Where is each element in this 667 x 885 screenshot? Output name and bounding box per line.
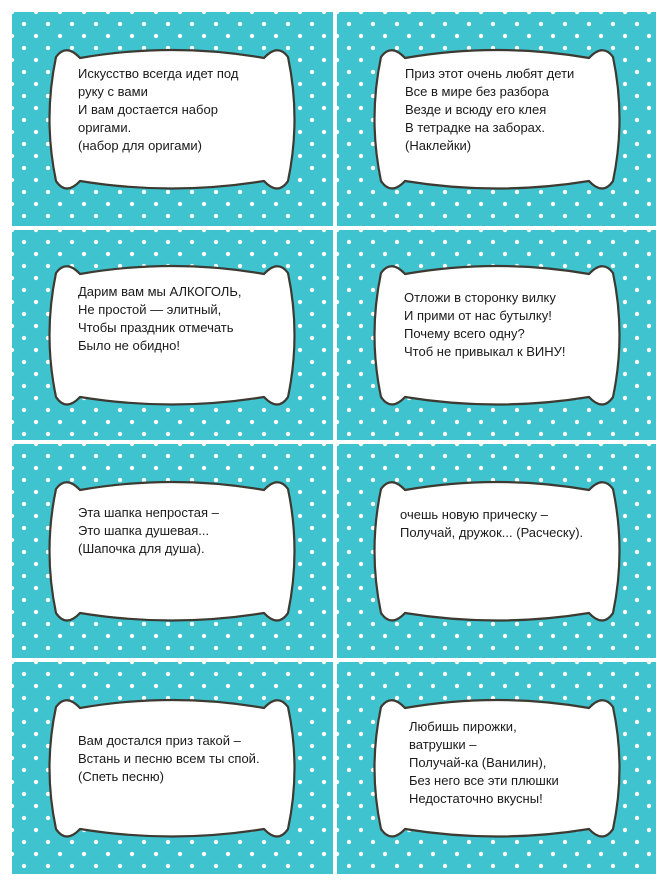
scalloped-frame bbox=[337, 444, 656, 658]
card-line: очешь новую прическу – bbox=[400, 507, 548, 522]
card-line: Отложи в сторонку вилку bbox=[404, 290, 556, 305]
gift-card-song bbox=[12, 662, 333, 874]
card-line: Вам достался приз такой – bbox=[78, 733, 241, 748]
card-line: Это шапка душевая... bbox=[78, 523, 210, 538]
gift-card-comb bbox=[337, 444, 656, 658]
card-line: Чтоб не привыкал к ВИНУ! bbox=[404, 344, 566, 359]
card-line: (Наклейки) bbox=[405, 138, 472, 153]
card-line: оригами. bbox=[78, 120, 132, 135]
gift-card-stickers bbox=[337, 12, 656, 226]
gift-card-vanillin bbox=[337, 662, 656, 874]
card-line: Не простой — элитный, bbox=[78, 302, 222, 317]
card-line: Дарим вам мы АЛКОГОЛЬ, bbox=[78, 284, 242, 299]
card-line: (Спеть песню) bbox=[78, 769, 164, 784]
card-line: руку с вами bbox=[78, 84, 148, 99]
card-line: Любишь пирожки, bbox=[409, 719, 517, 734]
card-line: Чтобы праздник отмечать bbox=[78, 320, 234, 335]
gift-card-origami bbox=[12, 12, 333, 226]
gift-card-shower-cap bbox=[12, 444, 333, 658]
card-line: Везде и всюду его клея bbox=[405, 102, 547, 117]
card-line: Искусство всегда идет под bbox=[78, 66, 239, 81]
card-line: Недостаточно вкусны! bbox=[409, 791, 543, 806]
card-line: В тетрадке на заборах. bbox=[405, 120, 546, 135]
card-line: Было не обидно! bbox=[78, 338, 181, 353]
card-text bbox=[78, 732, 260, 786]
card-text bbox=[78, 283, 241, 355]
card-line: (Шапочка для душа). bbox=[78, 541, 205, 556]
card-text bbox=[409, 718, 559, 808]
card-line: Получай, дружок... (Расческу). bbox=[400, 525, 584, 540]
card-line: Почему всего одну? bbox=[404, 326, 525, 341]
gift-card-wine bbox=[337, 230, 656, 440]
card-line: (набор для оригами) bbox=[78, 138, 203, 153]
card-line: Эта шапка непростая – bbox=[78, 505, 219, 520]
card-line: Без него все эти плюшки bbox=[409, 773, 559, 788]
card-text bbox=[404, 289, 566, 361]
card-line: Встань и песню всем ты спой. bbox=[78, 751, 260, 766]
card-line: Приз этот очень любят дети bbox=[405, 66, 575, 81]
card-line: И прими от нас бутылку! bbox=[404, 308, 552, 323]
card-line: Получай-ка (Ванилин), bbox=[409, 755, 547, 770]
card-line: ватрушки – bbox=[409, 737, 477, 752]
card-text bbox=[405, 65, 574, 155]
card-line: И вам достается набор bbox=[78, 102, 218, 117]
card-line: Все в мире без разбора bbox=[405, 84, 549, 99]
gift-card-alcohol bbox=[12, 230, 333, 440]
card-text bbox=[78, 504, 219, 558]
card-text bbox=[400, 506, 583, 542]
card-text bbox=[78, 65, 238, 155]
